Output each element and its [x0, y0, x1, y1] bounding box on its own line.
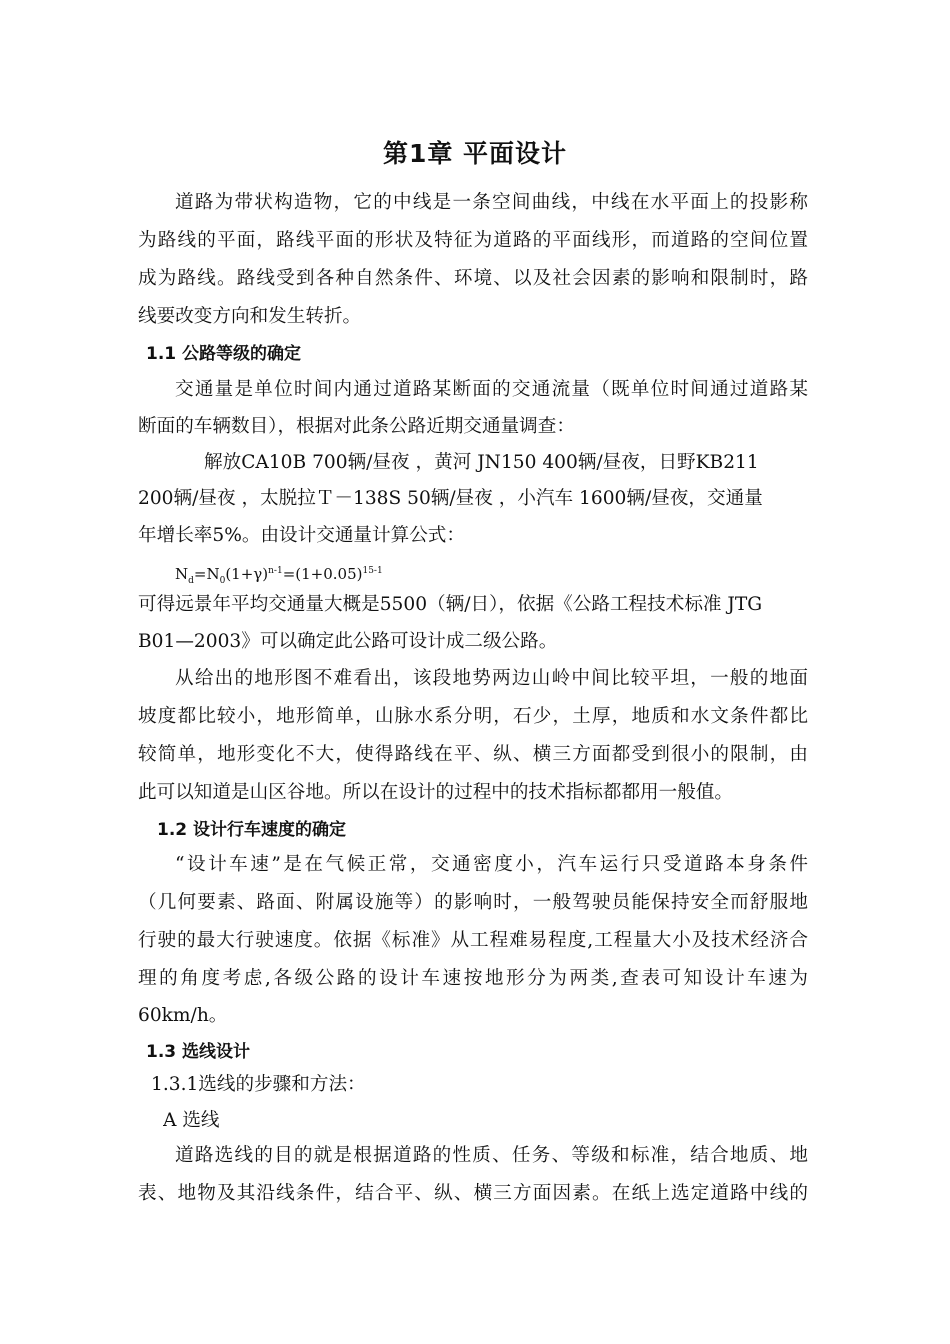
section-1-2-line-2: （几何要素、路面、附属设施等）的影响时，一般驾驶员能保持安全而舒服地 [138, 892, 808, 913]
section-1-1-p4-line-3: 较简单，地形变化不大，使得路线在平、纵、横三方面都受到很小的限制，由 [138, 744, 808, 765]
section-1-1-p3-line-1: 可得远景年平均交通量大概是5500（辆/日），依据《公路工程技术标准 JTG [138, 594, 763, 615]
subsection-heading-a: A 选线 [163, 1110, 220, 1131]
section-1-1-p2-line-3: 年增长率5%。由设计交通量计算公式： [138, 525, 465, 546]
section-1-1-p4-line-4: 此可以知道是山区谷地。所以在设计的过程中的技术指标都都用一般值。 [138, 782, 734, 803]
section-1-2-line-4: 理的角度考虑,各级公路的设计车速按地形分为两类,查表可知设计车速为 [138, 968, 808, 989]
intro-line-1: 道路为带状构造物，它的中线是一条空间曲线，中线在水平面上的投影称 [175, 192, 808, 213]
section-1-3-line-2: 表、地物及其沿线条件，结合平、纵、横三方面因素。在纸上选定道路中线的 [138, 1183, 808, 1204]
section-1-1-p2-line-1: 解放CA10B 700辆/昼夜 ，黄河 JN150 400辆/昼夜，日野KB211 [204, 452, 759, 473]
traffic-formula: $N_d=N_0(1+\gamma)^{n-1}=(1+0.05)^{15-1}$ [175, 565, 383, 586]
section-1-1-p2-line-2: 200辆/昼夜 ，太脱拉Ｔ－138S 50辆/昼夜 ，小汽车 1600辆/昼夜，交通量 [138, 488, 763, 509]
section-1-1-p4-line-1: 从给出的地形图不难看出，该段地势两边山岭中间比较平坦，一般的地面 [175, 668, 808, 689]
subsection-heading-1-3-1: 1.3.1选线的步骤和方法： [151, 1074, 366, 1095]
section-heading-1-2: 1.2 设计行车速度的确定 [157, 820, 347, 840]
section-heading-1-3: 1.3 选线设计 [146, 1042, 251, 1062]
intro-line-3: 成为路线。路线受到各种自然条件、环境、以及社会因素的影响和限制时，路 [138, 268, 808, 289]
section-1-1-p4-line-2: 坡度都比较小，地形简单，山脉水系分明，石少，土厚，地质和水文条件都比 [138, 706, 808, 727]
chapter-title: 第1章 平面设计 [382, 139, 568, 168]
section-heading-1-1: 1.1 公路等级的确定 [146, 344, 302, 364]
section-1-1-p1-line-2: 断面的车辆数目），根据对此条公路近期交通量调查： [138, 416, 575, 437]
intro-line-2: 为路线的平面，路线平面的形状及特征为道路的平面线形，而道路的空间位置 [138, 230, 808, 251]
intro-line-4: 线要改变方向和发生转折。 [138, 306, 362, 327]
section-1-2-line-3: 行驶的最大行驶速度。依据《标准》从工程难易程度,工程量大小及技术经济合 [138, 930, 808, 951]
section-1-1-p3-line-2: B01—2003》可以确定此公路可设计成二级公路。 [138, 631, 558, 652]
section-1-1-p1-line-1: 交通量是单位时间内通过道路某断面的交通流量（既单位时间通过道路某 [175, 379, 808, 400]
section-1-2-line-1: “设计车速”是在气候正常，交通密度小，汽车运行只受道路本身条件 [175, 854, 808, 875]
section-1-2-line-5: 60km/h。 [138, 1005, 228, 1026]
section-1-3-line-1: 道路选线的目的就是根据道路的性质、任务、等级和标准，结合地质、地 [175, 1145, 808, 1166]
